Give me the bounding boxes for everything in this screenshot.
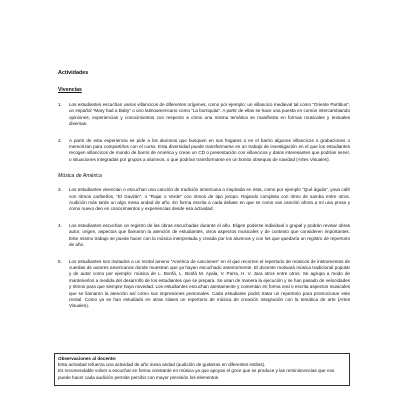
activity-number: 3. — [58, 187, 62, 193]
activity-number: 4. — [58, 222, 62, 228]
activity-number: 1. — [58, 102, 62, 107]
section-musica-de-america — [58, 173, 350, 310]
section-title: Vivencias — [58, 87, 82, 93]
activity-text: Los estudiantes son invitados a un recital ameno “América de canciones” en el que recorren el repertorio de músicos de instrumentos de cuerdas de autores americanos donde muestran que ya hayan escuchado anteriormente. El docente motivará música tradicional popular y de autor como por ejemplo: música de L. Bonfá, L. Bonfá M. Ayala, V. Parra, H. V. Jara otros entre otros. Se agrupa a modo de mantenerlos a medida del desarrollo de los estudiantes que se prepara. Se usan de manera la ejecución y se han pasado de velocidades y ritmos para que siempre haya novedad. Los estudiantes escuchan atentamente y comentan en forma oral o escrita aspectos musicales que se llamaron la atención así como sus impresiones personales. Cada estudiante podrá tratar un repertorio para promocionar este recital. Como ya se han estudiado en otras clases un repertorio de música de creación integración con la temática de arte (Artes Visuales). — [69, 258, 350, 309]
activity-number: 2. — [58, 137, 62, 143]
section-title: Música de América — [58, 173, 102, 180]
activity-item — [58, 138, 350, 164]
activity-text: A partir de esta experiencia se pide a los alumnos que busquen en sus hogares o en el barrio algunos villancicos o grabaciones o memorizan para compartirlos con el curso. Esta diversidad puede transformarse en un trabajo de investigación en el que los estudiantes recogen villancicos de mundo de barrio de América y crean un CD o presentación con villancicos y datos interesantes que podrían servir, o situaciones integradas por grupos a alumnos, o que podrían transformarse en un bonito obsequio de navidad (Artes Visuales). — [69, 137, 350, 162]
activity-text: Los estudiantes vivencian o escuchan una canción de tradición americana o inspirada en ésta, como por ejemplo “Qué águila”, yava café con ritmos caribeños, “El Gavilán”, o “Rajar o Verde” con ritmos de tipo joropo. Rajando completa con ritmo de samba entre otros. Audición más tarde un algo mesa andad de año. En forma escrita a cada debate en que se como vas canción ahora a mi una prosa y como nuevo deo en conocimientos y experiencias desde esa actividad. — [69, 187, 350, 212]
activity-item — [58, 102, 350, 128]
activity-item — [58, 223, 350, 249]
section-vivencias — [58, 87, 350, 163]
activity-item — [58, 187, 350, 213]
activity-text: Los estudiantes escuchan varios villancicos de diferentes orígenes, como por ejemplo: un villancico medieval tal como “Oriente Partibus”, un español “Mary had a Baby” o uno latinoamericano como “La burriquita”. A partir de ellas se hace una puesta en común intercambiando opiniones, experiencias y conocimientos con respecto a cómo una misma temática se manifiesta en formas musicales y textuales diversas. — [69, 102, 350, 127]
activity-number: 5. — [58, 258, 62, 264]
page-heading: Actividades — [58, 70, 89, 76]
notes-line: Esta actividad refuerza una actividad de año mesa andad (audición de guitarras en diferentes estilos). — [58, 362, 266, 368]
activities-page — [58, 70, 350, 320]
activity-text: Los estudiantes escuchan un registro de las obras escuchadas durante el año. Eligen poderse individual o grupal y podrán revisar obras autor, origen, aspectos que llamaron la atención de estudiantes, otros aspectos musicales y de contexto que consideren importantes. Este mismo trabajo se puede hacer con la música interpretada y creada por los alumnos y con los que quedaría un registro de repertorio de año. — [69, 222, 350, 248]
notes-title: Observaciones al docente: — [58, 356, 117, 361]
notes-line: Es recomendable volver a escuchar en forma constante en música ya que apoyan el goce que se produce y las reminiscencias que nos puede hacer cada audición permite percibir con mayor precisión los elementos — [58, 368, 335, 380]
activity-item — [58, 259, 350, 310]
teacher-notes-box — [54, 353, 350, 386]
